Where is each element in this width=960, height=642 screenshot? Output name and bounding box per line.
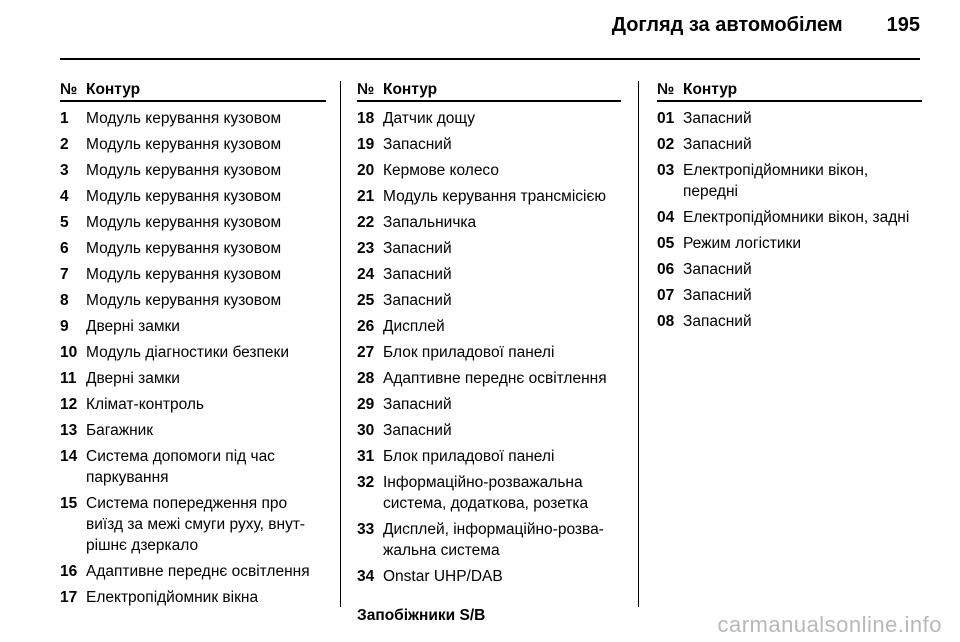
- fuse-number: 17: [60, 589, 78, 606]
- fuse-description: Дисплей, інформаційно-розва-жальна система: [383, 521, 604, 559]
- fuse-number: 8: [60, 292, 69, 309]
- fuse-description: Електропідйомник вікна: [86, 589, 259, 606]
- fuse-description: Onstar UHP/DAB: [383, 568, 503, 585]
- fuse-description: Система допомоги під час паркування: [86, 448, 275, 486]
- rows: [657, 108, 922, 332]
- table-row: [60, 290, 326, 311]
- fuse-number: 08: [657, 313, 675, 330]
- header-rule: [60, 58, 920, 60]
- fuse-number: 10: [60, 344, 78, 361]
- fuse-number: 01: [657, 110, 675, 127]
- fuse-description: Модуль керування кузовом: [86, 188, 282, 205]
- table-row: [357, 316, 621, 337]
- contour-header: Контур: [683, 81, 738, 98]
- fuse-number: 05: [657, 235, 675, 252]
- fuse-number: 31: [357, 448, 375, 465]
- column-header: [357, 81, 621, 102]
- table-row: [60, 212, 326, 233]
- fuse-number: 3: [60, 162, 69, 179]
- rows: [357, 108, 621, 587]
- fuse-description: Модуль керування кузовом: [86, 292, 282, 309]
- table-row: [60, 108, 326, 129]
- fuse-table-column-1: [60, 81, 326, 613]
- fuse-description: Запасний: [683, 110, 752, 127]
- table-row: [357, 160, 621, 181]
- fuse-number: 28: [357, 370, 375, 387]
- fuse-description: Запасний: [383, 136, 452, 153]
- table-row: [60, 134, 326, 155]
- fuse-number: 18: [357, 110, 375, 127]
- contour-header: Контур: [86, 81, 141, 98]
- fuse-description: Модуль керування кузовом: [86, 110, 282, 127]
- fuse-number: 30: [357, 422, 375, 439]
- fuse-description: Дверні замки: [86, 370, 180, 387]
- number-header: №: [357, 81, 375, 98]
- fuse-number: 07: [657, 287, 675, 304]
- fuse-description: Система попередження про виїзд за межі смуги руху, внут-рішнє дзеркало: [86, 495, 306, 554]
- table-row: [357, 134, 621, 155]
- fuse-number: 25: [357, 292, 375, 309]
- fuse-number: 24: [357, 266, 375, 283]
- fuse-number: 9: [60, 318, 69, 335]
- page-number: 195: [886, 14, 920, 36]
- table-row: [357, 446, 621, 467]
- fuse-description: Блок приладової панелі: [383, 344, 555, 361]
- fuse-description: Адаптивне переднє освітлення: [383, 370, 607, 387]
- fuse-description: Електропідйомники вікон, передні: [683, 162, 869, 200]
- table-row: [657, 108, 922, 129]
- fuse-description: Режим логістики: [683, 235, 801, 252]
- fuse-description: Модуль керування трансмісією: [383, 188, 606, 205]
- table-row: [357, 238, 621, 259]
- table-row: [657, 311, 922, 332]
- fuse-description: Датчик дощу: [383, 110, 476, 127]
- table-row: [60, 264, 326, 285]
- table-row: [657, 233, 922, 254]
- fuse-description: Запасний: [683, 261, 752, 278]
- fuse-number: 27: [357, 344, 375, 361]
- fuse-number: 26: [357, 318, 375, 335]
- fuse-number: 1: [60, 110, 69, 127]
- fuse-number: 6: [60, 240, 69, 257]
- fuse-description: Запасний: [383, 240, 452, 257]
- table-row: [357, 212, 621, 233]
- table-row: [357, 186, 621, 207]
- table-row: [357, 394, 621, 415]
- number-header: №: [60, 81, 78, 98]
- table-row: [60, 160, 326, 181]
- table-row: [357, 368, 621, 389]
- page-title: Догляд за автомобілем: [611, 14, 843, 36]
- fuse-description: Запасний: [683, 313, 752, 330]
- watermark: carmanualsonline.info: [717, 612, 942, 637]
- table-row: [657, 160, 922, 202]
- table-row: [60, 342, 326, 363]
- table-row: [357, 566, 621, 587]
- fuse-description: Запасний: [383, 266, 452, 283]
- table-row: [657, 259, 922, 280]
- column-divider: [340, 81, 341, 607]
- fuse-description: Клімат-контроль: [86, 396, 204, 413]
- table-row: [357, 290, 621, 311]
- fuse-number: 19: [357, 136, 375, 153]
- table-row: [657, 134, 922, 155]
- table-row: [60, 587, 326, 608]
- table-row: [357, 519, 621, 561]
- fuse-description: Модуль керування кузовом: [86, 214, 282, 231]
- table-row: [60, 446, 326, 488]
- table-row: [357, 342, 621, 363]
- fuse-description: Інформаційно-розважальна система, додаткова, розетка: [383, 474, 589, 512]
- fuse-number: 13: [60, 422, 78, 439]
- fuse-number: 32: [357, 474, 375, 491]
- fuse-number: 20: [357, 162, 375, 179]
- table-row: [60, 186, 326, 207]
- table-row: [60, 238, 326, 259]
- fuse-table-column-3: [657, 81, 922, 337]
- fuse-description: Запальничка: [383, 214, 477, 231]
- section-title-sb-fuses: Запобіжники S/B: [357, 607, 486, 624]
- table-row: [357, 472, 621, 514]
- contour-header: Контур: [383, 81, 438, 98]
- fuse-description: Модуль керування кузовом: [86, 136, 282, 153]
- column-header: [657, 81, 922, 102]
- fuse-description: Електропідйомники вікон, задні: [683, 209, 910, 226]
- column-divider: [638, 81, 639, 607]
- fuse-number: 02: [657, 136, 675, 153]
- number-header: №: [657, 81, 675, 98]
- fuse-description: Дисплей: [383, 318, 445, 335]
- fuse-description: Модуль керування кузовом: [86, 266, 282, 283]
- page-header: [612, 14, 920, 37]
- table-row: [60, 316, 326, 337]
- fuse-number: 16: [60, 563, 78, 580]
- fuse-description: Запасний: [383, 422, 452, 439]
- fuse-number: 03: [657, 162, 675, 179]
- table-row: [60, 493, 326, 556]
- fuse-description: Запасний: [683, 287, 752, 304]
- fuse-description: Дверні замки: [86, 318, 180, 335]
- table-row: [60, 561, 326, 582]
- table-row: [357, 264, 621, 285]
- fuse-table-column-2: [357, 81, 621, 626]
- fuse-number: 4: [60, 188, 69, 205]
- fuse-number: 04: [657, 209, 675, 226]
- table-row: [60, 420, 326, 441]
- fuse-description: Запасний: [683, 136, 752, 153]
- table-row: [357, 108, 621, 129]
- fuse-description: Блок приладової панелі: [383, 448, 555, 465]
- fuse-number: 11: [60, 370, 77, 387]
- fuse-number: 7: [60, 266, 69, 283]
- fuse-number: 12: [60, 396, 78, 413]
- fuse-description: Адаптивне переднє освітлення: [86, 563, 310, 580]
- rows: [60, 108, 326, 608]
- fuse-number: 34: [357, 568, 375, 585]
- table-row: [357, 420, 621, 441]
- fuse-description: Модуль діагностики безпеки: [86, 344, 289, 361]
- fuse-number: 29: [357, 396, 375, 413]
- fuse-number: 06: [657, 261, 675, 278]
- fuse-description: Модуль керування кузовом: [86, 162, 282, 179]
- table-row: [657, 207, 922, 228]
- fuse-number: 33: [357, 521, 375, 538]
- fuse-number: 21: [357, 188, 375, 205]
- fuse-number: 14: [60, 448, 78, 465]
- table-row: [60, 394, 326, 415]
- fuse-number: 22: [357, 214, 375, 231]
- fuse-number: 15: [60, 495, 78, 512]
- fuse-number: 2: [60, 136, 69, 153]
- fuse-description: Запасний: [383, 292, 452, 309]
- table-row: [60, 368, 326, 389]
- fuse-description: Кермове колесо: [383, 162, 499, 179]
- column-header: [60, 81, 326, 102]
- table-row: [657, 285, 922, 306]
- fuse-number: 5: [60, 214, 69, 231]
- fuse-description: Модуль керування кузовом: [86, 240, 282, 257]
- fuse-description: Багажник: [86, 422, 154, 439]
- fuse-number: 23: [357, 240, 375, 257]
- fuse-description: Запасний: [383, 396, 452, 413]
